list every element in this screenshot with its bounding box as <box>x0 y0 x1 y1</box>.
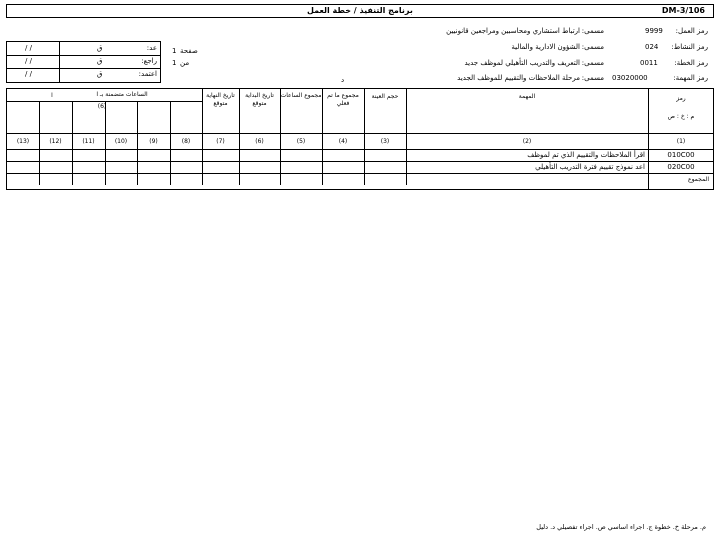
footer-legend: م. مرحلة خ. خطوة ج. اجراء اساسي ص. اجراء تفصيلي د. دليل <box>536 523 706 531</box>
info-desc-1: الشؤون الادارية والمالية <box>511 43 580 51</box>
col-number-8: (8) <box>181 138 191 145</box>
col-number-6: (6) <box>255 138 264 145</box>
header-done: مجموع ما تم فعلي <box>327 92 359 107</box>
info-desc-label-0: مسمى: <box>581 27 604 35</box>
header-size: حجم العينة <box>371 93 399 100</box>
header-actual-hours-sub: (6) <box>97 103 107 110</box>
info-desc-label-3: مسمى: <box>581 74 604 82</box>
signoff-date-1[interactable]: / / <box>25 57 32 65</box>
col-number-4: (4) <box>338 138 348 145</box>
row-code-1[interactable]: 010C00 <box>667 151 695 159</box>
col-number-10: (10) <box>114 138 128 145</box>
col-number-3: (3) <box>380 138 390 145</box>
header-bar <box>6 4 714 18</box>
col-number-13: (13) <box>16 138 30 145</box>
signoff-initials-0[interactable]: ق <box>97 44 103 52</box>
header-code-sub: م : خ : ص <box>667 113 695 120</box>
info-label-2: رمز الخطة: <box>674 59 708 67</box>
col-number-9: (9) <box>149 138 158 145</box>
signoff-label-1: راجع: <box>141 57 157 65</box>
signoff-initials-2[interactable]: ق <box>97 70 103 78</box>
row-task-2[interactable]: اعد نموذج تقييم فترة التدريب التأهيلي <box>535 163 645 171</box>
header-start: تاريخ البداية متوقع <box>245 92 274 107</box>
row-task-1[interactable]: اقرأ الملاحظات والتقييم الذي تم لموظف <box>527 151 645 159</box>
header-end: تاريخ النهاية متوقع <box>206 92 235 107</box>
col-number-2: (2) <box>522 138 532 145</box>
col-number-7: (7) <box>216 138 225 145</box>
info-label-0: رمز العمل: <box>675 27 708 35</box>
signoff-label-0: عد: <box>146 44 157 52</box>
form-code: DM-3/106 <box>661 6 705 15</box>
info-desc-2: التعريف والتدريب التأهيلي لموظف جديد <box>464 59 580 67</box>
col-number-11: (11) <box>82 138 95 145</box>
info-desc-label-2: مسمى: <box>581 59 604 67</box>
info-code-0: 9999 <box>645 27 663 35</box>
header-hours: مجموع الساعات <box>280 92 322 99</box>
col-number-1: (1) <box>676 138 686 145</box>
header-task: المهمة <box>518 93 536 100</box>
info-desc-0: ارتباط استشاري ومحاسبين ومراجعين قانونيين <box>446 27 580 35</box>
info-desc-label-1: مسمى: <box>581 43 604 51</box>
row-code-2[interactable]: 020C00 <box>667 163 695 171</box>
signoff-date-0[interactable]: / / <box>25 44 32 52</box>
of-label: من <box>180 59 190 67</box>
signoff-initials-1[interactable]: ق <box>97 57 103 65</box>
info-desc-3: مرحلة الملاحظات والتقييم للموظف الجديد <box>457 74 580 82</box>
header-actual-hours-sep: ا <box>51 92 53 99</box>
info-code-3: 03020000 <box>612 74 648 82</box>
info-code-2: 0011 <box>640 59 658 67</box>
task-table <box>6 88 714 190</box>
signoff-box <box>6 41 161 83</box>
signoff-label-2: اعتمد: <box>138 70 157 78</box>
header-code: رمز <box>676 95 686 102</box>
of-number: 1 <box>172 59 177 67</box>
info-code-1: 024 <box>645 43 659 51</box>
col-number-12: (12) <box>49 138 62 145</box>
page-title: برنامج التنفيذ / خطة العمل <box>307 6 413 15</box>
mid-marker: د <box>341 76 345 84</box>
col-number-5: (5) <box>296 138 306 145</box>
page-label: صفحة <box>180 47 198 55</box>
signoff-date-2[interactable]: / / <box>25 70 32 78</box>
page-number: 1 <box>172 47 177 55</box>
info-label-1: رمز النشاط: <box>671 43 708 51</box>
header-actual-hours: الساعات متضمنة بـ ا <box>96 91 148 98</box>
total-label: المجموع <box>688 176 709 183</box>
info-label-3: رمز المهمة: <box>673 74 708 82</box>
